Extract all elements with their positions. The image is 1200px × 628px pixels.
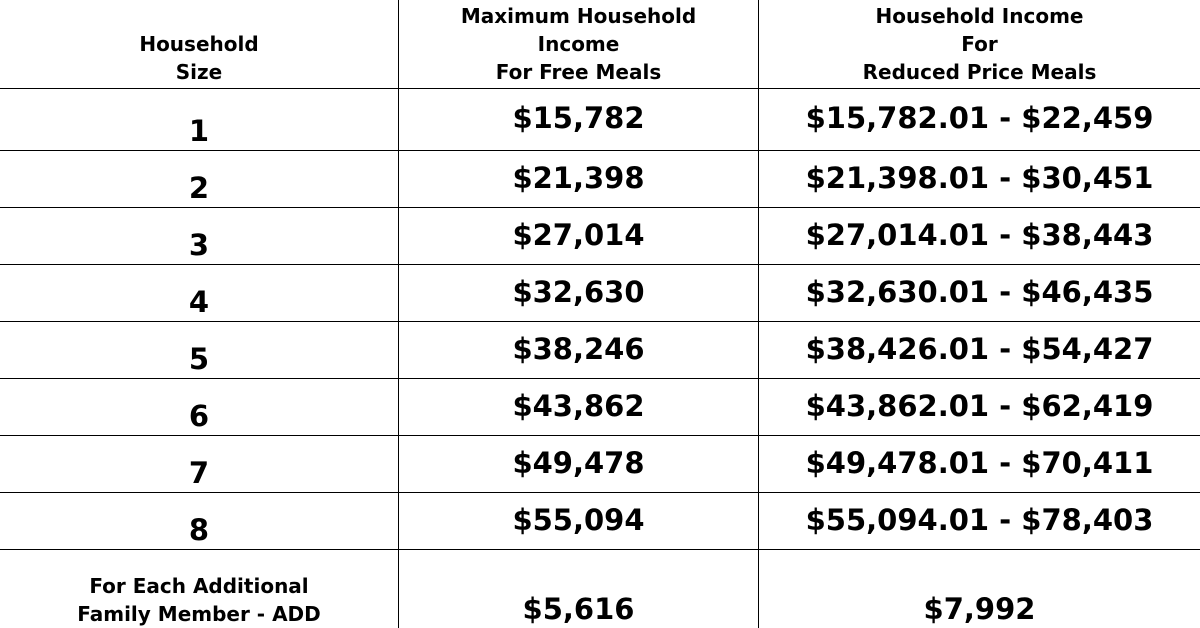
row-8-reduced: $55,094.01 - $78,403 (805, 503, 1154, 537)
row-1-reduced: $15,782.01 - $22,459 (805, 101, 1154, 135)
row-4-reduced: $32,630.01 - $46,435 (805, 275, 1154, 309)
additional-member-label-text: For Each Additional Family Member - ADD (77, 574, 321, 626)
row-7-size: 7 (188, 456, 210, 490)
row-8-free: $55,094 (512, 503, 645, 537)
row-7-free: $49,478 (512, 446, 645, 480)
row-3-reduced: $27,014.01 - $38,443 (805, 218, 1154, 252)
row-4-free: $32,630 (512, 275, 645, 309)
row-5-free: $38,246 (512, 332, 645, 366)
row-6-size: 6 (188, 399, 210, 433)
additional-member-free: $5,616 (522, 592, 635, 626)
row-6-free: $43,862 (512, 389, 645, 423)
header-household-size (0, 0, 398, 88)
header-free-meals-text: Maximum Household Income For Free Meals (460, 4, 697, 84)
row-8-size: 8 (188, 513, 210, 547)
row-3-free: $27,014 (512, 218, 645, 252)
additional-member-label (0, 550, 398, 628)
row-6-reduced: $43,862.01 - $62,419 (805, 389, 1154, 423)
header-household-size-text: Household Size (139, 32, 259, 84)
header-free-meals (399, 0, 758, 88)
header-reduced-meals-text: Household Income For Reduced Price Meals (862, 4, 1097, 84)
row-3-size: 3 (188, 228, 210, 262)
row-2-free: $21,398 (512, 161, 645, 195)
row-5-reduced: $38,426.01 - $54,427 (805, 332, 1154, 366)
row-1-free: $15,782 (512, 101, 645, 135)
header-reduced-meals (759, 0, 1200, 88)
row-4-size: 4 (188, 285, 210, 319)
row-2-size: 2 (188, 171, 210, 205)
row-1-size: 1 (188, 114, 210, 148)
row-7-reduced: $49,478.01 - $70,411 (805, 446, 1154, 480)
row-5-size: 5 (188, 342, 210, 376)
row-2-reduced: $21,398.01 - $30,451 (805, 161, 1154, 195)
additional-member-reduced: $7,992 (923, 592, 1036, 626)
